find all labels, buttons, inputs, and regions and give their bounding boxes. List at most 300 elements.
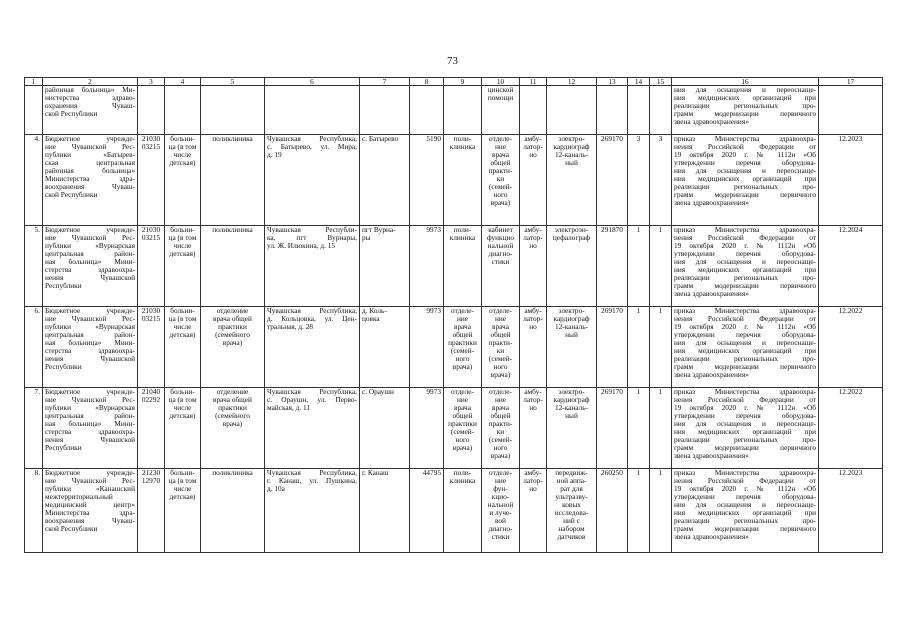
cell-line: стики bbox=[491, 532, 510, 542]
cell-line: практики bbox=[218, 322, 247, 332]
cell-line: электро- bbox=[558, 306, 585, 315]
population: 44795 bbox=[410, 469, 444, 553]
equipment-name bbox=[547, 307, 597, 388]
facility-type bbox=[165, 388, 201, 469]
cell-line: районная больница» bbox=[45, 166, 135, 176]
cell-line: ния для оснащения и переоснаще- bbox=[674, 257, 816, 267]
cell-line: грамм модернизации первичного bbox=[674, 362, 816, 372]
cell-line: ки bbox=[496, 427, 505, 437]
address bbox=[265, 388, 360, 469]
cell-line: ковых bbox=[562, 500, 581, 510]
cell-line: и луче- bbox=[489, 508, 512, 518]
cell-line: врача общей bbox=[213, 395, 252, 405]
cell-line: больни- bbox=[170, 225, 195, 234]
header-cell: 10 bbox=[482, 78, 520, 86]
cell-line: приказ Министерства здравоохра- bbox=[674, 468, 816, 477]
equipment-name bbox=[547, 135, 597, 226]
okof-code: 269170 bbox=[597, 388, 628, 469]
cell-line: латор- bbox=[523, 233, 543, 243]
cell-line: реализации региональных про- bbox=[674, 435, 816, 445]
cell-line: 21230 bbox=[141, 468, 161, 477]
cell-line: 21030 bbox=[141, 306, 161, 315]
unit-name bbox=[201, 307, 265, 388]
table-row bbox=[25, 307, 883, 388]
cell-line: Министерства здра- bbox=[45, 174, 135, 184]
cell-line: ры bbox=[362, 233, 371, 243]
header-row bbox=[25, 78, 883, 86]
cell-line: ская центральная bbox=[45, 158, 135, 168]
header-cell: 4 bbox=[165, 78, 201, 86]
address bbox=[265, 307, 360, 388]
cabinet bbox=[482, 469, 520, 553]
cell-line: ния медицинских организаций при bbox=[674, 346, 816, 356]
cell-line: но bbox=[529, 403, 537, 413]
cell-line: воохранения Чуваш- bbox=[45, 182, 135, 192]
facility-type bbox=[165, 135, 201, 226]
cell-line: 21030 bbox=[141, 225, 161, 234]
locality bbox=[360, 469, 410, 553]
equipment-name bbox=[547, 226, 597, 307]
organization bbox=[43, 135, 138, 226]
cell-line: 12970 bbox=[141, 476, 161, 486]
cell-line: Бюджетное учрежде- bbox=[45, 225, 135, 234]
cell-line: больни- bbox=[170, 306, 195, 315]
cell-line: ца (в том bbox=[168, 395, 197, 405]
cell-line: 03215 bbox=[141, 314, 161, 324]
count-total: 1 bbox=[650, 226, 672, 307]
cell-line: 19 октября 2020 г. № 1112н «Об bbox=[674, 484, 816, 494]
cell-line: цинской bbox=[487, 85, 514, 94]
cell-line: утверждении перечня оборудова- bbox=[674, 158, 816, 168]
cell-line: вой bbox=[495, 516, 506, 526]
cell-line: ного bbox=[455, 354, 470, 364]
cell-line: приказ Министерства здравоохра- bbox=[674, 306, 816, 315]
cell-line: поли- bbox=[453, 134, 472, 143]
cell-line: 21040 bbox=[141, 387, 161, 396]
cell-line: нения Российской Федерации от bbox=[674, 233, 816, 243]
cell-line: функцио bbox=[486, 233, 515, 243]
count-total: 1 bbox=[650, 469, 672, 553]
unit-name bbox=[201, 226, 265, 307]
count-planned: 3 bbox=[628, 135, 650, 226]
cell-line: утверждении перечня оборудова- bbox=[674, 249, 816, 259]
cell-line: больни- bbox=[170, 468, 195, 477]
cell-line: грамм модернизации первичного bbox=[674, 190, 816, 200]
cell-line: отделе- bbox=[489, 468, 512, 477]
cell-line: стерства здравоохра- bbox=[45, 346, 135, 356]
population: 9973 bbox=[410, 388, 444, 469]
cell-line: нения Чувашской bbox=[45, 354, 135, 364]
address bbox=[265, 135, 360, 226]
cell-line: публики «Канашский bbox=[45, 484, 135, 494]
cell-line: латор- bbox=[523, 395, 543, 405]
cell-line: грамм модернизации первичного bbox=[674, 109, 816, 119]
cell-line: тральная, д. 28 bbox=[267, 322, 314, 332]
cont-org bbox=[43, 86, 138, 135]
cell-line: публики «Вурнарская bbox=[45, 322, 135, 332]
cell-line: Чувашская Республи- bbox=[267, 225, 357, 234]
cell-line: 21030 bbox=[141, 134, 161, 143]
cell-line: нения Российской Федерации от bbox=[674, 314, 816, 324]
org-code bbox=[138, 388, 165, 469]
order-reference bbox=[672, 135, 819, 226]
cell-line: грамм модернизации первичного bbox=[674, 524, 816, 534]
okof-code: 291870 bbox=[597, 226, 628, 307]
cell-line: ца (в том bbox=[168, 476, 197, 486]
cell-line: 19 октября 2020 г. № 1112н «Об bbox=[674, 150, 816, 160]
cell-line: стики bbox=[491, 257, 510, 267]
table-row bbox=[25, 226, 883, 307]
cell-line: утверждении перечня оборудова- bbox=[674, 411, 816, 421]
page-number: 73 bbox=[447, 55, 458, 67]
cell-line: ного bbox=[493, 443, 508, 453]
locality bbox=[360, 307, 410, 388]
organization bbox=[43, 469, 138, 553]
cell-line: ние bbox=[494, 395, 507, 405]
cell-line: кабинет bbox=[488, 225, 513, 234]
cell-line: ния для оснащения и переоснаще- bbox=[674, 166, 816, 176]
cell-line: с. Батырево bbox=[362, 134, 399, 143]
cell-line: отделе- bbox=[451, 387, 474, 396]
cell-line: исследова- bbox=[554, 508, 589, 518]
cell-line: ного bbox=[455, 435, 470, 445]
cell-line: ная больница» Мини- bbox=[45, 419, 135, 429]
row-number: 6. bbox=[25, 307, 43, 388]
continuation-row bbox=[25, 86, 883, 135]
cell-line: врача) bbox=[490, 198, 511, 208]
cell-line: ние Чувашской Рес- bbox=[45, 233, 135, 243]
locality bbox=[360, 135, 410, 226]
cell-line: нальной bbox=[487, 500, 514, 510]
cell-line: (семей- bbox=[450, 427, 475, 437]
cell-line: звена здравоохранения» bbox=[674, 198, 749, 208]
cell-line: Чувашская Республика, bbox=[267, 387, 357, 396]
address bbox=[265, 226, 360, 307]
cell-line: районная больница» Ми- bbox=[45, 85, 135, 94]
cell-line: ный bbox=[565, 411, 578, 421]
cell-line: ние bbox=[456, 314, 469, 324]
cell-line: числе bbox=[173, 484, 192, 494]
cell-line: отделение bbox=[216, 387, 249, 396]
cell-line: латор- bbox=[523, 142, 543, 152]
cell-line: детская) bbox=[169, 492, 196, 502]
cell-line: электроэн- bbox=[554, 225, 589, 234]
cell-line: амбу- bbox=[524, 306, 542, 315]
cell-line: межтерриториальный bbox=[45, 492, 113, 502]
cell-line: центральная район- bbox=[45, 411, 135, 421]
cell-line: амбу- bbox=[524, 225, 542, 234]
cell-line: клиника bbox=[449, 476, 476, 486]
cell-line: реализации региональных про- bbox=[674, 516, 816, 526]
cell-line: звена здравоохранения» bbox=[674, 370, 749, 380]
cell-line: детская) bbox=[169, 330, 196, 340]
cell-line: ния для оснащения и переоснаще- bbox=[674, 338, 816, 348]
cell-line: с. Батырево, ул. Мира, bbox=[267, 142, 357, 152]
cell-line: практи- bbox=[488, 419, 513, 429]
cell-line: детская) bbox=[169, 249, 196, 259]
count-planned: 1 bbox=[628, 307, 650, 388]
facility-type bbox=[165, 469, 201, 553]
cell-line: (семейного bbox=[215, 411, 250, 421]
cell-line: ния медицинских организаций при bbox=[674, 508, 816, 518]
cabinet bbox=[482, 307, 520, 388]
cell-line: ской Республики bbox=[45, 190, 98, 200]
unit-name bbox=[201, 469, 265, 553]
cell-line: числе bbox=[173, 322, 192, 332]
cell-line: ния медицинских организаций при bbox=[674, 427, 816, 437]
cell-line: ние Чувашской Рес- bbox=[45, 314, 135, 324]
cell-line: передвиж- bbox=[555, 468, 588, 477]
cell-line: ние bbox=[494, 314, 507, 324]
cell-line: 12-каналь- bbox=[554, 403, 588, 413]
cell-line: но bbox=[529, 241, 537, 251]
department bbox=[444, 388, 482, 469]
cabinet bbox=[482, 226, 520, 307]
cell-line: Республики bbox=[45, 443, 82, 453]
header-cell: 8 bbox=[410, 78, 444, 86]
department bbox=[444, 307, 482, 388]
cell-line: клиника bbox=[449, 233, 476, 243]
cell-line: больни- bbox=[170, 134, 195, 143]
cell-line: реализации региональных про- bbox=[674, 101, 816, 111]
okof-code: 269170 bbox=[597, 307, 628, 388]
cell-line: помощи bbox=[487, 93, 514, 103]
cell-line: общей bbox=[490, 411, 511, 421]
header-cell: 14 bbox=[628, 78, 650, 86]
cell-line: (семей- bbox=[450, 346, 475, 356]
equipment-table bbox=[24, 77, 883, 553]
header-cell: 12 bbox=[547, 78, 597, 86]
cell-line: ной аппа- bbox=[556, 476, 587, 486]
cell-line: воохранения Чуваш- bbox=[45, 516, 135, 526]
cell-line: кардиограф bbox=[553, 142, 590, 152]
cell-line: 02292 bbox=[141, 395, 161, 405]
cell-line: д. 10а bbox=[267, 484, 285, 494]
cell-line: 19 октября 2020 г. № 1112н «Об bbox=[674, 241, 816, 251]
cell-line: ние bbox=[456, 395, 469, 405]
unit-name bbox=[201, 388, 265, 469]
cell-line: майская, д. 11 bbox=[267, 403, 311, 413]
cell-line: грамм модернизации первичного bbox=[674, 281, 816, 291]
cell-line: латор- bbox=[523, 476, 543, 486]
cont-care-type bbox=[482, 86, 520, 135]
cell-line: врача bbox=[492, 150, 509, 160]
cell-line: электро- bbox=[558, 134, 585, 143]
order-reference bbox=[672, 469, 819, 553]
cell-line: врача общей bbox=[213, 314, 252, 324]
cell-line: 03215 bbox=[141, 142, 161, 152]
cell-line: диагно- bbox=[488, 249, 513, 259]
cell-line: нения Российской Федерации от bbox=[674, 395, 816, 405]
cell-line: реализации региональных про- bbox=[674, 354, 816, 364]
cell-line: ул. Ж. Илюкина, д. 15 bbox=[267, 241, 336, 251]
cell-line: ца (в том bbox=[168, 233, 197, 243]
cell-line: ния для оснащения и переоснаще- bbox=[674, 419, 816, 429]
header-cell: 2 bbox=[43, 78, 138, 86]
deadline: 12.2024 bbox=[819, 226, 883, 307]
cell-line: врача) bbox=[452, 362, 473, 372]
cell-line: (семей- bbox=[488, 354, 513, 364]
cell-line: общей bbox=[452, 411, 473, 421]
cell-line: поли- bbox=[453, 225, 472, 234]
cell-line: 12-каналь- bbox=[554, 150, 588, 160]
cell-line: стерства здравоохра- bbox=[45, 427, 135, 437]
deadline: 12.2023 bbox=[819, 469, 883, 553]
cell-line: ная больница» Мини- bbox=[45, 257, 135, 267]
cell-line: клиника bbox=[449, 142, 476, 152]
equipment-name bbox=[547, 388, 597, 469]
cell-line: г. Канаш bbox=[362, 468, 389, 477]
cell-line: Республики bbox=[45, 281, 82, 291]
count-total: 1 bbox=[650, 307, 672, 388]
order-reference bbox=[672, 307, 819, 388]
count-planned: 1 bbox=[628, 226, 650, 307]
cell-line: нения Чувашской bbox=[45, 273, 135, 283]
cell-line: ние Чувашской Рес- bbox=[45, 395, 135, 405]
cell-line: (семей- bbox=[488, 182, 513, 192]
cell-line: отделе- bbox=[489, 134, 512, 143]
cell-line: центральная район- bbox=[45, 249, 135, 259]
cell-line: ного bbox=[493, 362, 508, 372]
cell-line: д. 19 bbox=[267, 150, 282, 160]
cell-line: приказ Министерства здравоохра- bbox=[674, 387, 816, 396]
cell-line: 03215 bbox=[141, 233, 161, 243]
care-form bbox=[520, 135, 547, 226]
cell-line: амбу- bbox=[524, 468, 542, 477]
cell-line: Министерства здра- bbox=[45, 508, 135, 518]
cell-line: врача) bbox=[452, 443, 473, 453]
cell-line: кцио- bbox=[491, 492, 510, 502]
cell-line: практи- bbox=[488, 166, 513, 176]
cell-line: датчиков bbox=[557, 532, 586, 542]
facility-type bbox=[165, 307, 201, 388]
cell-line: ния медицинских организаций при bbox=[674, 93, 816, 103]
cell-line: ния для оснащения и переоснаще- bbox=[674, 500, 816, 510]
cell-line: набором bbox=[558, 524, 585, 534]
cell-line: врача bbox=[492, 403, 509, 413]
cell-line: ние bbox=[494, 142, 507, 152]
okof-code: 269170 bbox=[597, 135, 628, 226]
cell-line: кардиограф bbox=[553, 314, 590, 324]
cell-line: ния для оснащения и переоснаще- bbox=[674, 85, 816, 94]
cell-line: охранения Чуваш- bbox=[45, 101, 135, 111]
cell-line: публики «Вурнарская bbox=[45, 403, 135, 413]
cell-line: врача) bbox=[222, 419, 243, 429]
cell-line: врача) bbox=[222, 338, 243, 348]
cell-line: звена здравоохранения» bbox=[674, 289, 749, 299]
department bbox=[444, 469, 482, 553]
cell-line: врача) bbox=[490, 370, 511, 380]
cell-line: ний с bbox=[563, 516, 580, 526]
care-form bbox=[520, 307, 547, 388]
cell-line: числе bbox=[173, 241, 192, 251]
cell-line: практики bbox=[218, 403, 247, 413]
org-code bbox=[138, 307, 165, 388]
cell-line: электро- bbox=[558, 387, 585, 396]
cell-line: публики «Вурнарская bbox=[45, 241, 135, 251]
cell-line: ние Чувашской Рес- bbox=[45, 476, 135, 486]
cell-line: цовка bbox=[362, 314, 380, 324]
cell-line: кардиограф bbox=[553, 395, 590, 405]
cell-line: Бюджетное учрежде- bbox=[45, 387, 135, 396]
cell-line: поли- bbox=[453, 468, 472, 477]
cell-line: реализации региональных про- bbox=[674, 273, 816, 283]
cell-line: ние Чувашской Рес- bbox=[45, 142, 135, 152]
cell-line: Республики bbox=[45, 362, 82, 372]
cell-line: Бюджетное учрежде- bbox=[45, 306, 135, 315]
org-code bbox=[138, 226, 165, 307]
cell-line: отделе- bbox=[489, 387, 512, 396]
cell-line: пгт Вурна- bbox=[362, 225, 396, 234]
cell-line: ки bbox=[496, 174, 505, 184]
department bbox=[444, 135, 482, 226]
cell-line: отделе- bbox=[489, 306, 512, 315]
cell-line: общей bbox=[490, 158, 511, 168]
cell-line: поликлиника bbox=[212, 225, 253, 234]
cell-line: но bbox=[529, 322, 537, 332]
okof-code: 260250 bbox=[597, 469, 628, 553]
header-cell: 9 bbox=[444, 78, 482, 86]
cell-line: числе bbox=[173, 403, 192, 413]
cell-line: приказ Министерства здравоохра- bbox=[674, 225, 816, 234]
locality bbox=[360, 226, 410, 307]
header-cell: 17 bbox=[819, 78, 883, 86]
cell-line: ние bbox=[494, 476, 507, 486]
cell-line: фун- bbox=[493, 484, 508, 494]
cell-line: рат для bbox=[560, 484, 583, 494]
cell-line: но bbox=[529, 150, 537, 160]
cell-line: нения Российской Федерации от bbox=[674, 476, 816, 486]
header-cell: 13 bbox=[597, 78, 628, 86]
cell-line: поликлиника bbox=[212, 468, 253, 477]
care-form bbox=[520, 226, 547, 307]
cell-line: ный bbox=[565, 158, 578, 168]
cabinet bbox=[482, 388, 520, 469]
row-number: 4. bbox=[25, 135, 43, 226]
cell-line: ный bbox=[565, 330, 578, 340]
header-cell: 7 bbox=[360, 78, 410, 86]
header-cell: 6 bbox=[265, 78, 360, 86]
organization bbox=[43, 388, 138, 469]
cell-line: ная больница» Мини- bbox=[45, 338, 135, 348]
cell-line: врача bbox=[454, 322, 471, 332]
cell-line: практи- bbox=[488, 338, 513, 348]
cell-line: приказ Министерства здравоохра- bbox=[674, 134, 816, 143]
cell-line: публики «Батырев- bbox=[45, 150, 135, 160]
cell-line: амбу- bbox=[524, 134, 542, 143]
cell-line: но bbox=[529, 484, 537, 494]
header-cell: 5 bbox=[201, 78, 265, 86]
population: 9973 bbox=[410, 307, 444, 388]
cell-line: практики bbox=[448, 338, 477, 348]
cell-line: 19 октября 2020 г. № 1112н «Об bbox=[674, 403, 816, 413]
cell-line: нения Чувашской bbox=[45, 435, 135, 445]
cell-line: врача bbox=[454, 403, 471, 413]
cont-order bbox=[672, 86, 819, 135]
cell-line: врача bbox=[492, 322, 509, 332]
cell-line: утверждении перечня оборудова- bbox=[674, 330, 816, 340]
cell-line: Чувашская Республика, bbox=[267, 134, 357, 143]
cell-line: с. Ораушн, ул. Перво- bbox=[267, 395, 357, 405]
cell-line: звена здравоохранения» bbox=[674, 117, 749, 127]
address bbox=[265, 469, 360, 553]
cell-line: ца (в том bbox=[168, 142, 197, 152]
order-reference bbox=[672, 226, 819, 307]
table-row bbox=[25, 469, 883, 553]
cell-line: с. Ораушн bbox=[362, 387, 394, 396]
cell-line: Бюджетное учрежде- bbox=[45, 134, 135, 143]
cell-line: ультразву- bbox=[555, 492, 588, 502]
